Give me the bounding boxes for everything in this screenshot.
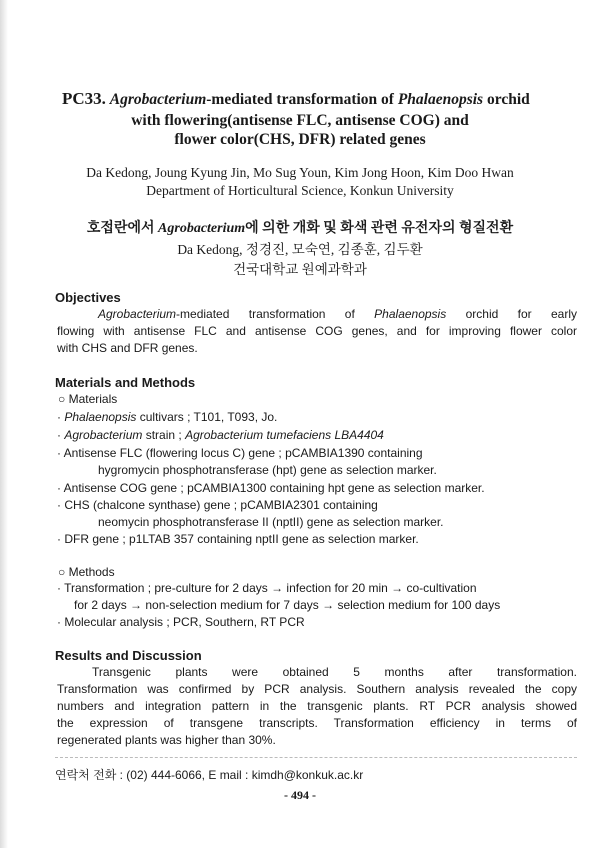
korean-title: 호접란에서 Agrobacterium에 의한 개화 및 화색 관련 유전자의 형질전환 [86,221,514,236]
abstract-code: PC33. [62,89,106,108]
materials-item-cog: · Antisense COG gene ; pCAMBIA1300 containing hpt gene as selection marker. [57,481,485,495]
materials-item-chs: · CHS (chalcone synthase) gene ; pCAMBIA2301 containing [57,498,378,512]
results-line-2: Transformation was confirmed by PCR analysis. Southern analysis revealed the copy [57,682,577,696]
methods-item-transformation-cont: for 2 days → non-selection medium for 7 days → selection medium for 100 days [74,598,501,612]
methods-label: ○ Methods [58,565,115,579]
contact-line: 연락처 전화 : (02) 444-6066, E mail : kimdh@konkuk.ac.kr [55,768,364,782]
materials-label: ○ Materials [58,392,118,406]
materials-item-flc: · Antisense FLC (flowering locus C) gene ; pCAMBIA1390 containing [57,446,423,460]
paper-title-line-2: with flowering(antisense FLC, antisense COG) and [131,112,469,129]
results-line-5: regenerated plants was higher than 30%. [57,733,276,747]
authors: Da Kedong, Joung Kyung Jin, Mo Sug Youn, Kim Jong Hoon, Kim Doo Hwan [86,165,514,180]
korean-authors: Da Kedong, 정경진, 모숙연, 김종훈, 김두환 [177,242,423,257]
results-line-4: the expression of transgene transcripts. Transformation efficiency in terms of [57,716,577,730]
footer-divider [55,757,577,758]
objectives-line-3: with CHS and DFR genes. [57,341,198,355]
results-line-3: numbers and integration pattern in the transgenic plants. RT PCR analysis showed [57,699,577,713]
objectives-line-1: Agrobacterium-mediated transformation of Phalaenopsis orchid for early [98,307,577,321]
materials-item-dfr: · DFR gene ; p1LTAB 357 containing nptII gene as selection marker. [57,532,419,546]
affiliation: Department of Horticultural Science, Konkun University [146,183,454,198]
paper-title-line-3: flower color(CHS, DFR) related genes [174,131,426,148]
methods-item-molecular: · Molecular analysis ; PCR, Southern, RT PCR [57,615,305,629]
results-line-1: Transgenic plants were obtained 5 months after transformation. [92,665,577,679]
methods-item-transformation: · Transformation ; pre-culture for 2 days → infection for 20 min → co-cultivation [57,581,477,595]
materials-item-strain: · Agrobacterium strain ; Agrobacterium tumefaciens LBA4404 [57,428,384,442]
objectives-line-2: flowing with antisense FLC and antisense COG genes, and for improving flower color [57,324,577,338]
paper-title-line-1 [62,89,530,109]
materials-item-cultivars: · Phalaenopsis cultivars ; T101, T093, Jo. [57,410,278,424]
materials-methods-heading: Materials and Methods [55,375,196,390]
materials-item-flc-cont: hygromycin phosphotransferase (hpt) gene as selection marker. [98,463,437,477]
korean-affiliation: 건국대학교 원예과학과 [233,262,367,277]
korean-title-italic: Agrobacterium [158,221,246,236]
results-heading: Results and Discussion [55,648,202,663]
page-number: - 494 - [284,788,316,802]
title-text: -mediated transformation of [206,91,394,108]
materials-item-chs-cont: neomycin phosphotransferase II (nptII) gene as selection marker. [98,515,444,529]
title-text-end: orchid [486,91,530,108]
objectives-heading: Objectives [55,290,121,305]
title-italic-orchid: Phalaenopsis [397,91,484,108]
title-italic-genus: Agrobacterium [109,91,207,108]
